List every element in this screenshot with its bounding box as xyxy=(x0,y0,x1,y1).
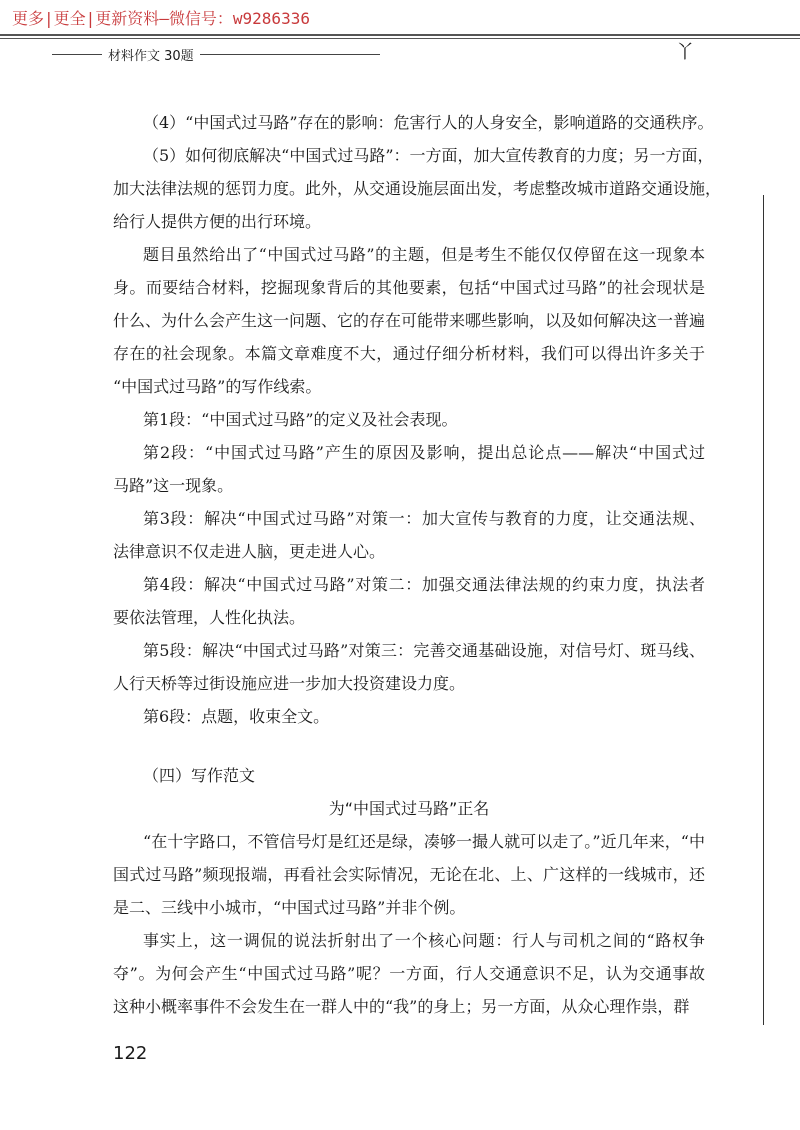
running-header xyxy=(52,45,380,64)
text-line: 第6段：点题，收束全文。 xyxy=(143,707,330,726)
paragraph xyxy=(113,139,722,238)
running-header-title: 材料作文 30题 xyxy=(108,49,194,64)
text-line: 什么、为什么会产生这一问题、它的存在可能带来哪些影响，以及如何解决这一普遍 xyxy=(113,311,706,330)
text-line: 第4段：解决“中国式过马路”对策二：加强交通法律法规的约束力度，执法者 xyxy=(143,575,705,594)
divider xyxy=(200,54,380,55)
text-line: 事实上，这一调侃的说法折射出了一个核心问题：行人与司机之间的“路权争 xyxy=(143,931,705,950)
text-line: （4）“中国式过马路”存在的影响：危害行人的人身安全，影响道路的交通秩序。 xyxy=(143,113,714,132)
essay-body xyxy=(113,825,705,1023)
text-line: 第2段：“中国式过马路”产生的原因及影响，提出总论点——解决“中国式过 xyxy=(143,443,705,462)
text-line: 要依法管理，人性化执法。 xyxy=(113,608,306,627)
text-line: “在十字路口，不管信号灯是红还是绿，凑够一撮人就可以走了。”近几年来，“中 xyxy=(143,832,705,851)
watermark: 更多|更全|更新资料—微信号：w9286336 xyxy=(12,9,310,28)
analysis-section xyxy=(113,106,722,733)
text-line: 法律意识不仅走进人脑，更走进人心。 xyxy=(113,542,386,561)
paragraph xyxy=(113,825,705,924)
text-line: 马路”这一现象。 xyxy=(113,476,234,495)
text-line: 存在的社会现象。本篇文章难度不大，通过仔细分析材料，我们可以得出许多关于 xyxy=(113,344,705,363)
text-line: 是二、三线中小城市，“中国式过马路”并非个例。 xyxy=(113,898,466,917)
section-heading: （四）写作范文 xyxy=(143,766,256,785)
paragraph xyxy=(113,568,705,634)
text-line: 加大法律法规的惩罚力度。此外，从交通设施层面出发，考虑整改城市道路交通设施， xyxy=(113,179,722,198)
text-line: （5）如何彻底解决“中国式过马路”：一方面，加大宣传教育的力度；另一方面， xyxy=(143,146,714,165)
essay-title: 为“中国式过马路”正名 xyxy=(328,799,490,818)
text-line: 夺”。为何会产生“中国式过马路”呢？一方面，行人交通意识不足，认为交通事故 xyxy=(113,964,705,983)
text-line: 国式过马路”频现报端，再看社会实际情况，无论在北、上、广这样的一线城市，还 xyxy=(113,865,705,884)
paragraph xyxy=(113,634,705,700)
paragraph xyxy=(113,502,705,568)
divider xyxy=(52,54,102,55)
text-line: 身。而要结合材料，挖掘现象背后的其他要素，包括“中国式过马路”的社会现状是 xyxy=(113,278,705,297)
paragraph xyxy=(113,436,705,502)
paragraph xyxy=(113,106,714,139)
paragraph xyxy=(113,700,705,733)
header-rule xyxy=(0,34,800,36)
page-body xyxy=(113,106,722,1023)
paragraph xyxy=(113,403,705,436)
text-line: 题目虽然给出了“中国式过马路”的主题，但是考生不能仅仅停留在这一现象本 xyxy=(143,245,705,264)
paragraph xyxy=(113,924,705,1023)
paragraph xyxy=(113,238,705,403)
text-line: 给行人提供方便的出行环境。 xyxy=(113,212,322,231)
text-line: 第3段：解决“中国式过马路”对策一：加大宣传与教育的力度，让交通法规、 xyxy=(143,509,705,528)
page-number: 122 xyxy=(113,1043,148,1064)
text-line: 这种小概率事件不会发生在一群人中的“我”的身上；另一方面，从众心理作祟，群 xyxy=(113,997,690,1016)
text-line: “中国式过马路”的写作线索。 xyxy=(113,377,322,396)
corner-mark: 丫 xyxy=(676,42,694,63)
text-line: 第1段：“中国式过马路”的定义及社会表现。 xyxy=(143,410,458,429)
margin-line xyxy=(763,195,764,1025)
text-line: 人行天桥等过街设施应进一步加大投资建设力度。 xyxy=(113,674,466,693)
text-line: 第5段：解决“中国式过马路”对策三：完善交通基础设施，对信号灯、斑马线、 xyxy=(143,641,705,660)
